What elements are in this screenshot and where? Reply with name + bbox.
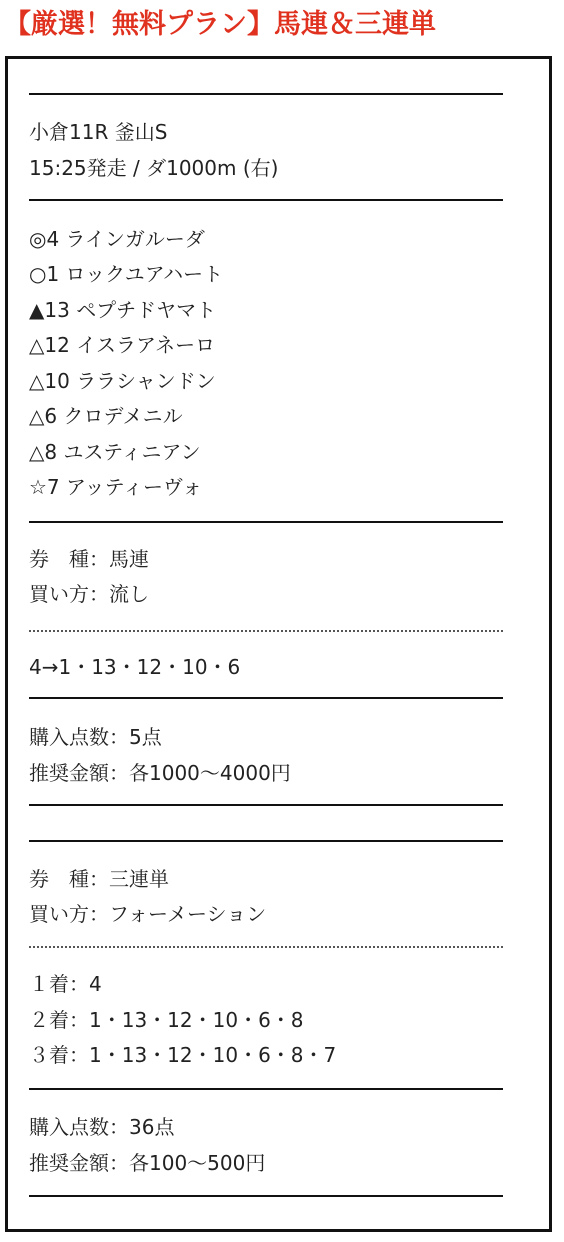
race-details: 15:25発走 / ダ1000m (右) — [29, 156, 279, 180]
bet1-method: 買い方：流し — [29, 582, 149, 606]
divider — [29, 1088, 503, 1090]
plan-heading: 【厳選！無料プラン】馬連＆三連単 — [4, 9, 436, 40]
divider — [29, 804, 503, 806]
bet2-first-place: １着：4 — [29, 972, 102, 996]
horse-tanana: ▲13 ペプチドヤマト — [29, 298, 217, 322]
bet1-type: 券 種：馬連 — [29, 547, 149, 571]
horse-renka-1: △12 イスラアネーロ — [29, 333, 216, 357]
horse-renka-4: △8 ユスティニアン — [29, 440, 201, 464]
bet1-amount: 推奨金額：各1000〜4000円 — [29, 761, 291, 785]
divider — [29, 840, 503, 842]
horse-honmei: ◎4 ラインガルーダ — [29, 227, 205, 251]
horse-hoshi: ☆7 アッティーヴォ — [29, 475, 203, 499]
divider — [29, 697, 503, 699]
bet2-method: 買い方：フォーメーション — [29, 902, 267, 926]
dotted-divider — [29, 946, 503, 948]
bet1-combination: 4→1・13・12・10・6 — [29, 655, 241, 679]
bet2-amount: 推奨金額：各100〜500円 — [29, 1151, 266, 1175]
race-name: 小倉11R 釜山S — [29, 120, 168, 144]
bet2-third-place: ３着：1・13・12・10・6・8・7 — [29, 1043, 337, 1067]
horse-renka-3: △6 クロデメニル — [29, 404, 183, 428]
bet2-second-place: ２着：1・13・12・10・6・8 — [29, 1008, 304, 1032]
prediction-card — [5, 56, 552, 1232]
dotted-divider — [29, 630, 503, 632]
divider — [29, 521, 503, 523]
horse-taikou: ○1 ロックユアハート — [29, 262, 224, 286]
bet1-points: 購入点数：5点 — [29, 725, 162, 749]
divider — [29, 93, 503, 95]
horse-renka-2: △10 ララシャンドン — [29, 369, 216, 393]
bet2-type: 券 種：三連単 — [29, 867, 169, 891]
divider — [29, 1195, 503, 1197]
bet2-points: 購入点数：36点 — [29, 1115, 175, 1139]
divider — [29, 199, 503, 201]
